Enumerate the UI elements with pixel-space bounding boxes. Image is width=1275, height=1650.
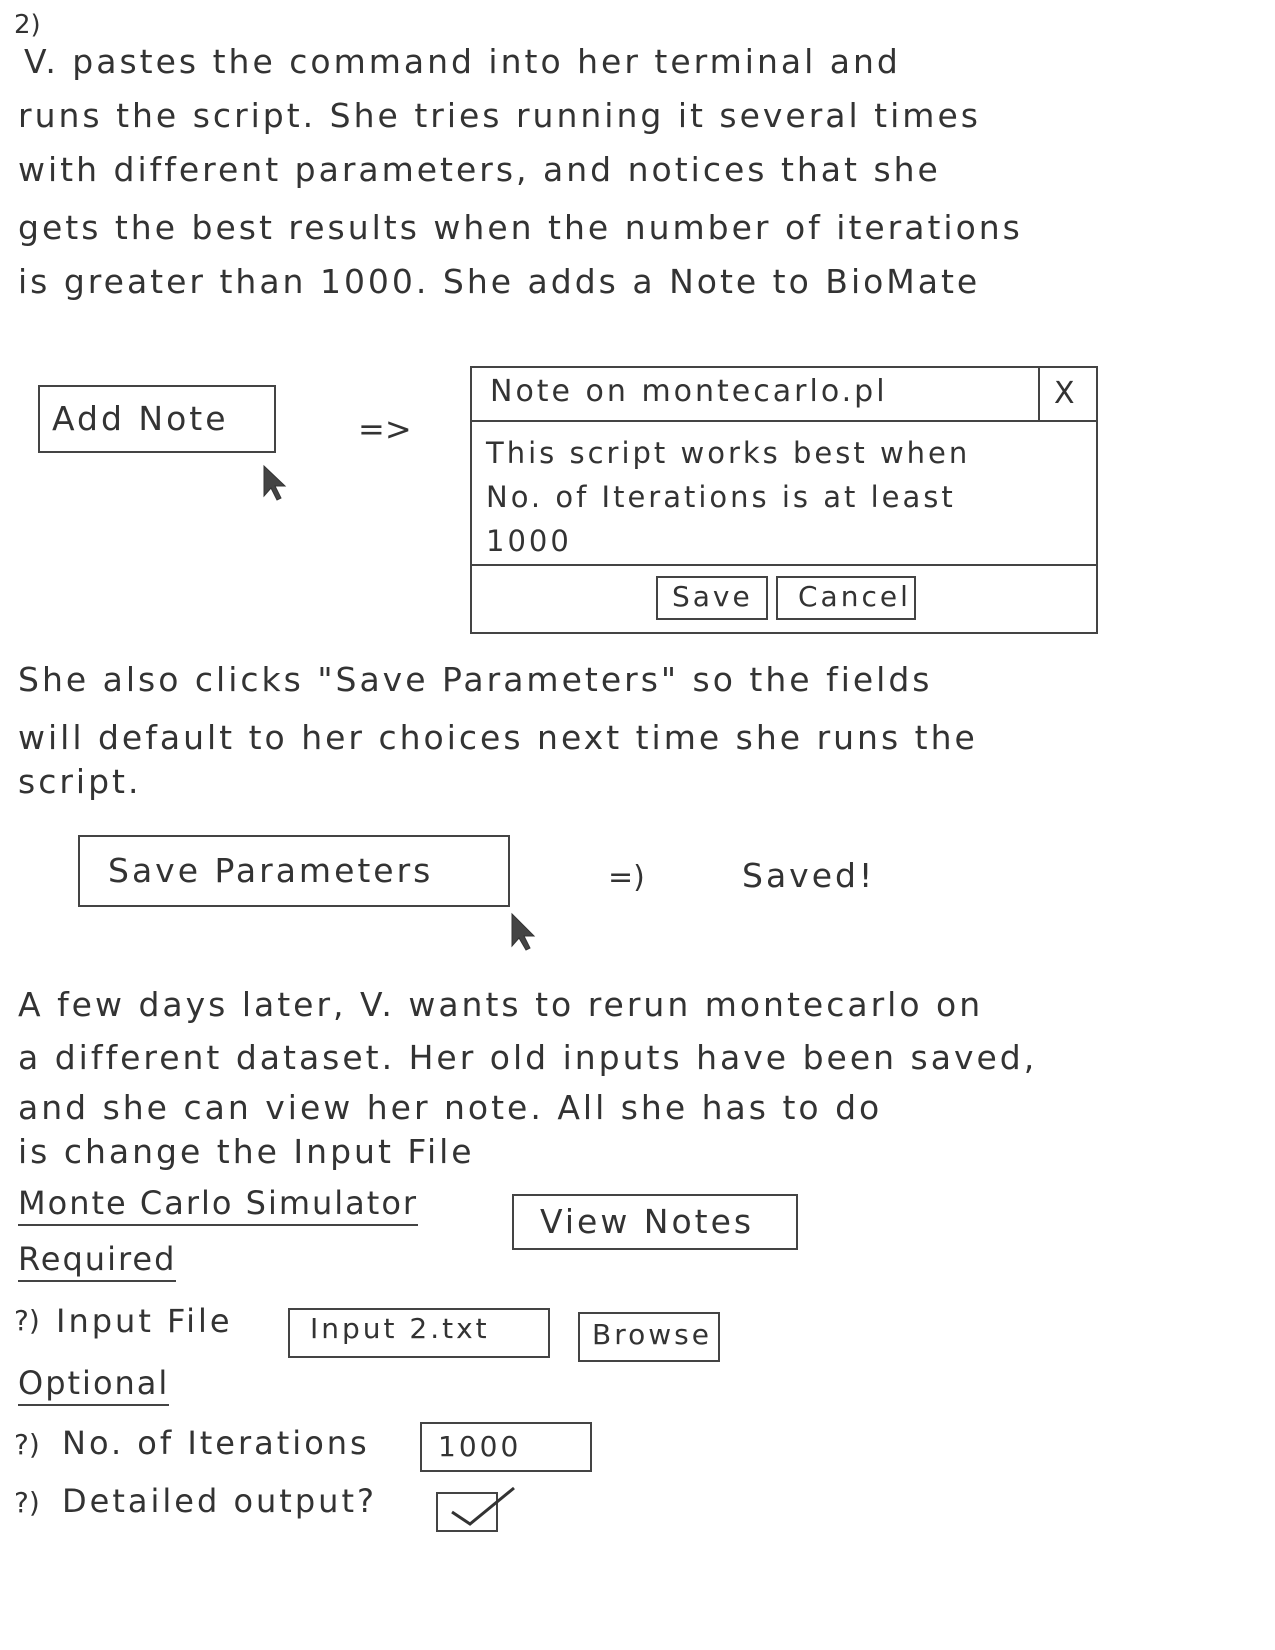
text-line: V. pastes the command into her terminal and bbox=[24, 42, 901, 81]
text-line: will default to her choices next time she runs the bbox=[18, 718, 978, 757]
dialog-divider bbox=[472, 420, 1096, 422]
required-section-label: Required bbox=[18, 1240, 176, 1282]
input-file-field[interactable] bbox=[288, 1308, 550, 1358]
browse-button[interactable] bbox=[578, 1312, 720, 1362]
save-parameters-label: Save Parameters bbox=[108, 851, 434, 890]
detailed-output-checkbox[interactable] bbox=[436, 1492, 498, 1532]
text-line: with different parameters, and notices that she bbox=[18, 150, 941, 189]
note-dialog bbox=[470, 366, 1098, 634]
help-icon[interactable]: ?) bbox=[14, 1428, 40, 1461]
text-line: script. bbox=[18, 762, 142, 801]
mouse-cursor-icon bbox=[506, 910, 538, 954]
mouse-cursor-icon bbox=[258, 462, 288, 502]
input-file-label: Input File bbox=[56, 1302, 233, 1340]
browse-label: Browse bbox=[592, 1318, 712, 1351]
checkmark-icon bbox=[440, 1482, 520, 1526]
cancel-button[interactable] bbox=[776, 576, 916, 620]
arrow-icon: => bbox=[358, 410, 412, 448]
iterations-label: No. of Iterations bbox=[62, 1424, 370, 1462]
add-note-button[interactable] bbox=[38, 385, 276, 453]
close-icon[interactable] bbox=[1038, 368, 1098, 420]
text-line: runs the script. She tries running it several times bbox=[18, 96, 981, 135]
simulator-title: Monte Carlo Simulator bbox=[18, 1184, 418, 1226]
help-icon[interactable]: ?) bbox=[14, 1486, 40, 1519]
text-line: a different dataset. Her old inputs have been saved, bbox=[18, 1038, 1038, 1077]
view-notes-label: View Notes bbox=[540, 1202, 755, 1241]
note-dialog-title: Note on montecarlo.pl bbox=[490, 374, 888, 409]
saved-confirmation: Saved! bbox=[742, 856, 876, 895]
cancel-label: Cancel bbox=[798, 580, 911, 613]
iterations-value: 1000 bbox=[438, 1430, 522, 1463]
add-note-label: Add Note bbox=[52, 399, 229, 438]
save-button[interactable] bbox=[656, 576, 768, 620]
note-textarea[interactable] bbox=[480, 424, 1090, 560]
detailed-output-label: Detailed output? bbox=[62, 1482, 377, 1520]
note-line: No. of Iterations is at least bbox=[486, 480, 956, 514]
save-label: Save bbox=[672, 580, 753, 613]
text-line: A few days later, V. wants to rerun montecarlo on bbox=[18, 985, 984, 1024]
dialog-divider bbox=[472, 564, 1096, 566]
optional-section-label: Optional bbox=[18, 1364, 169, 1406]
text-line: She also clicks "Save Parameters" so the fields bbox=[18, 660, 933, 699]
view-notes-button[interactable] bbox=[512, 1194, 798, 1250]
arrow-icon: =) bbox=[608, 860, 645, 895]
close-label: X bbox=[1054, 376, 1075, 411]
save-parameters-button[interactable] bbox=[78, 835, 510, 907]
page-number: 2) bbox=[14, 10, 41, 40]
text-line: is change the Input File bbox=[18, 1132, 475, 1171]
text-line: is greater than 1000. She adds a Note to BioMate bbox=[18, 262, 981, 301]
iterations-field[interactable] bbox=[420, 1422, 592, 1472]
help-icon[interactable]: ?) bbox=[14, 1304, 40, 1337]
note-line: This script works best when bbox=[486, 436, 971, 470]
text-line: gets the best results when the number of iterations bbox=[18, 208, 1023, 247]
note-line: 1000 bbox=[486, 524, 572, 558]
input-file-value: Input 2.txt bbox=[310, 1312, 490, 1345]
text-line: and she can view her note. All she has to do bbox=[18, 1088, 883, 1127]
